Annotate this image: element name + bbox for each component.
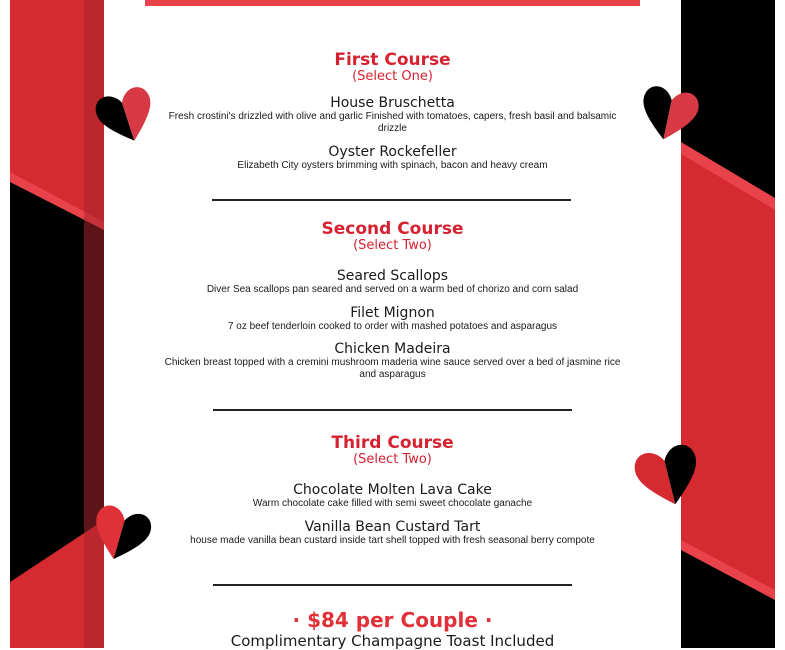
menu-item bbox=[104, 342, 681, 381]
menu-item bbox=[104, 96, 681, 135]
item-description: Warm chocolate cake filled with semi sweet chocolate ganache bbox=[252, 498, 533, 509]
course-title: First Course bbox=[334, 50, 451, 70]
price-block bbox=[104, 608, 681, 650]
divider bbox=[213, 409, 572, 411]
item-name: House Bruschetta bbox=[330, 95, 455, 111]
item-description: Fresh crostini's drizzled with olive and garlic Finished with tomatoes, capers, fresh basil and balsamic drizzle bbox=[168, 111, 617, 134]
item-description: 7 oz beef tenderloin cooked to order with mashed potatoes and asparagus bbox=[227, 321, 558, 332]
course-select-note: (Select Two) bbox=[353, 238, 432, 253]
divider bbox=[212, 199, 571, 201]
third-course-heading bbox=[104, 433, 681, 467]
right-red-band bbox=[681, 148, 775, 598]
item-description: Elizabeth City oysters brimming with spinach, bacon and heavy cream bbox=[237, 160, 548, 171]
course-select-note: (Select One) bbox=[352, 69, 433, 84]
item-description: house made vanilla bean custard inside tart shell topped with fresh seasonal berry compote bbox=[190, 535, 595, 546]
course-title: Third Course bbox=[331, 433, 454, 453]
second-course-heading bbox=[104, 219, 681, 253]
menu-item bbox=[104, 269, 681, 296]
first-course-heading bbox=[104, 50, 681, 84]
item-name: Oyster Rockefeller bbox=[328, 144, 457, 160]
complimentary-note: Complimentary Champagne Toast Included bbox=[230, 632, 555, 650]
item-name: Seared Scallops bbox=[336, 268, 449, 284]
top-red-bar bbox=[145, 0, 640, 6]
item-name: Chicken Madeira bbox=[334, 341, 451, 357]
divider bbox=[213, 584, 572, 586]
item-description: Chicken breast topped with a cremini mushroom maderia wine sauce served over a bed of jasmine rice and asparagus bbox=[164, 357, 621, 380]
menu-item bbox=[104, 483, 681, 510]
course-title: Second Course bbox=[321, 219, 464, 239]
item-name: Vanilla Bean Custard Tart bbox=[304, 519, 481, 535]
course-select-note: (Select Two) bbox=[353, 452, 432, 467]
price: · $84 per Couple · bbox=[292, 608, 493, 632]
menu-item bbox=[104, 520, 681, 547]
item-name: Chocolate Molten Lava Cake bbox=[293, 482, 492, 498]
item-description: Diver Sea scallops pan seared and served on a warm bed of chorizo and corn salad bbox=[206, 284, 579, 295]
menu-item bbox=[104, 145, 681, 172]
item-name: Filet Mignon bbox=[350, 305, 435, 321]
menu-item bbox=[104, 306, 681, 333]
